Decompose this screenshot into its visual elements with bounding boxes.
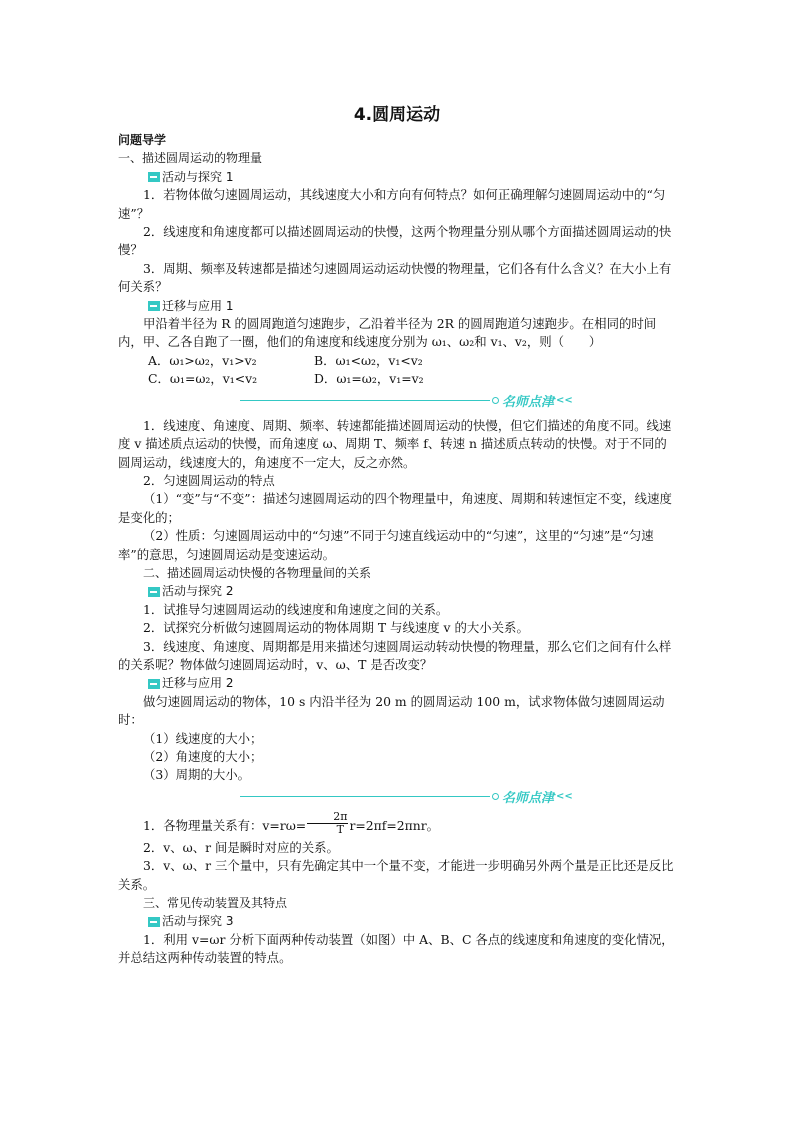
option-a: A．ω₁>ω₂，v₁>v₂ xyxy=(148,352,257,368)
option-b: B．ω₁<ω₂，v₁<v₂ xyxy=(314,352,423,368)
apply-tag-label: 迁移与应用 1 xyxy=(162,298,234,313)
divider-line xyxy=(240,796,490,797)
apply2-part-1: （1）线速度的大小； xyxy=(143,730,263,746)
explore1-item-2: 2．线速度和角速度都可以描述圆周运动的快慢，这两个物理量分别从哪个方面描述圆周运动的快慢？ xyxy=(118,224,672,258)
apply-tag-1 xyxy=(118,297,676,315)
arrow-marker-icon xyxy=(148,917,160,927)
apply2-part-3: （3）周期的大小。 xyxy=(143,767,251,783)
tip2-item-2: 2．v、ω、r 间是瞬时对应的关系。 xyxy=(143,839,339,855)
page-title: 4.圆周运动 xyxy=(353,105,441,125)
tip1-item-4: （2）性质：匀速圆周运动中的“匀速”不同于匀速直线运动中的“匀速”，这里的“匀速”是“匀速率”的意思，匀速圆周运动是变速运动。 xyxy=(118,528,654,562)
tip-label: 名师点津 xyxy=(502,395,555,411)
tip1-item-2: 2．匀速圆周运动的特点 xyxy=(143,472,275,488)
tip-divider-1 xyxy=(118,391,676,411)
double-chevron-left-icon: << xyxy=(556,791,573,803)
explore1-item-3: 3．周期、频率及转速都是描述匀速圆周运动运动快慢的物理量，它们各有什么含义？在大小上有何关系？ xyxy=(118,260,672,295)
arrow-marker-icon xyxy=(148,172,160,182)
tip-label: 名师点津 xyxy=(502,791,555,807)
formula-prefix: 1．各物理量关系有：v=rω= xyxy=(143,817,307,833)
arrow-marker-icon xyxy=(148,679,160,689)
arrow-marker-icon xyxy=(148,587,160,597)
option-c: C．ω₁=ω₂，v₁<v₂ xyxy=(148,371,258,387)
tip-badge xyxy=(490,391,573,410)
section-label: 问题导学 xyxy=(118,133,167,147)
double-chevron-left-icon: << xyxy=(556,395,573,407)
formula-fraction xyxy=(307,811,348,836)
dot-icon xyxy=(492,397,499,404)
explore-tag-2 xyxy=(118,582,676,600)
apply2-part-2: （2）角速度的大小； xyxy=(143,749,263,764)
arrow-marker-icon xyxy=(148,301,160,311)
apply1-options xyxy=(118,352,676,389)
dot-icon xyxy=(492,793,499,800)
tip1-item-3: （1）“变”与“不变”：描述匀速圆周运动的四个物理量中，角速度、周期和转速恒定不变，线速度是变化的； xyxy=(118,491,672,525)
section-heading-2: 二、描述圆周运动快慢的各物理量间的关系 xyxy=(143,565,372,580)
fraction-denominator: T xyxy=(336,822,344,836)
document-page xyxy=(118,96,676,968)
formula-suffix: r=2πf=2πnr。 xyxy=(349,817,440,833)
option-d: D．ω₁=ω₂，v₁=v₂ xyxy=(314,371,424,387)
explore-tag-1 xyxy=(118,168,676,186)
tip-badge xyxy=(490,787,573,806)
apply2-question: 做匀速圆周运动的物体，10 s 内沿半径为 20 m 的圆周运动 100 m，试求物体做匀速圆周运动时： xyxy=(118,693,665,728)
explore-tag-label: 活动与探究 3 xyxy=(162,914,234,929)
explore-tag-3 xyxy=(118,912,676,930)
divider-line xyxy=(240,400,490,401)
explore-tag-label: 活动与探究 2 xyxy=(162,584,234,599)
explore-tag-label: 活动与探究 1 xyxy=(162,169,234,184)
apply-tag-2 xyxy=(118,674,676,692)
apply1-question: 甲沿着半径为 R 的圆周跑道匀速跑步，乙沿着半径为 2R 的圆周跑道匀速跑步。在相同的时间内，甲、乙各自跑了一圈，他们的角速度和线速度分别为 ω₁、ω₂和 v₁、v₂，则（ ） xyxy=(118,316,657,350)
explore2-item-2: 2．试探究分析做匀速圆周运动的物体周期 T 与线速度 v 的大小关系。 xyxy=(143,620,529,636)
section-heading-3: 三、常见传动装置及其特点 xyxy=(143,896,288,911)
fraction-numerator: 2π xyxy=(307,811,348,824)
tip2-item-3: 3．v、ω、r 三个量中，只有先确定其中一个量不变，才能进一步明确另外两个量是正比还是反比关系。 xyxy=(118,858,674,892)
explore1-item-1: 1．若物体做匀速圆周运动，其线速度大小和方向有何特点？如何正确理解匀速圆周运动中的“匀速”？ xyxy=(118,187,666,221)
tip-divider-2 xyxy=(118,787,676,807)
section-heading-1: 一、描述圆周运动的物理量 xyxy=(118,151,263,166)
explore3-item-1: 1．利用 v=ωr 分析下面两种传动装置（如图）中 A、B、C 各点的线速度和角速度的变化情况，并总结这两种传动装置的特点。 xyxy=(118,931,674,966)
apply-tag-label: 迁移与应用 2 xyxy=(162,676,234,691)
tip1-item-1: 1．线速度、角速度、周期、频率、转速都能描述圆周运动的快慢，但它们描述的角度不同。线速度 v 描述质点运动的快慢，而角速度 ω、周期 T、频率 f、转速 n 描述质点转动的快慢。对于不同的圆周运动，线速度大的，角速度不一定大，反之亦然。 xyxy=(118,417,672,470)
tip2-item-1 xyxy=(118,809,676,839)
explore2-item-1: 1．试推导匀速圆周运动的线速度和角速度之间的关系。 xyxy=(143,601,449,617)
explore2-item-3: 3．线速度、角速度、周期都是用来描述匀速圆周运动转动快慢的物理量，那么它们之间有什么样的关系呢？物体做匀速圆周运动时，v、ω、T 是否改变？ xyxy=(118,638,672,672)
